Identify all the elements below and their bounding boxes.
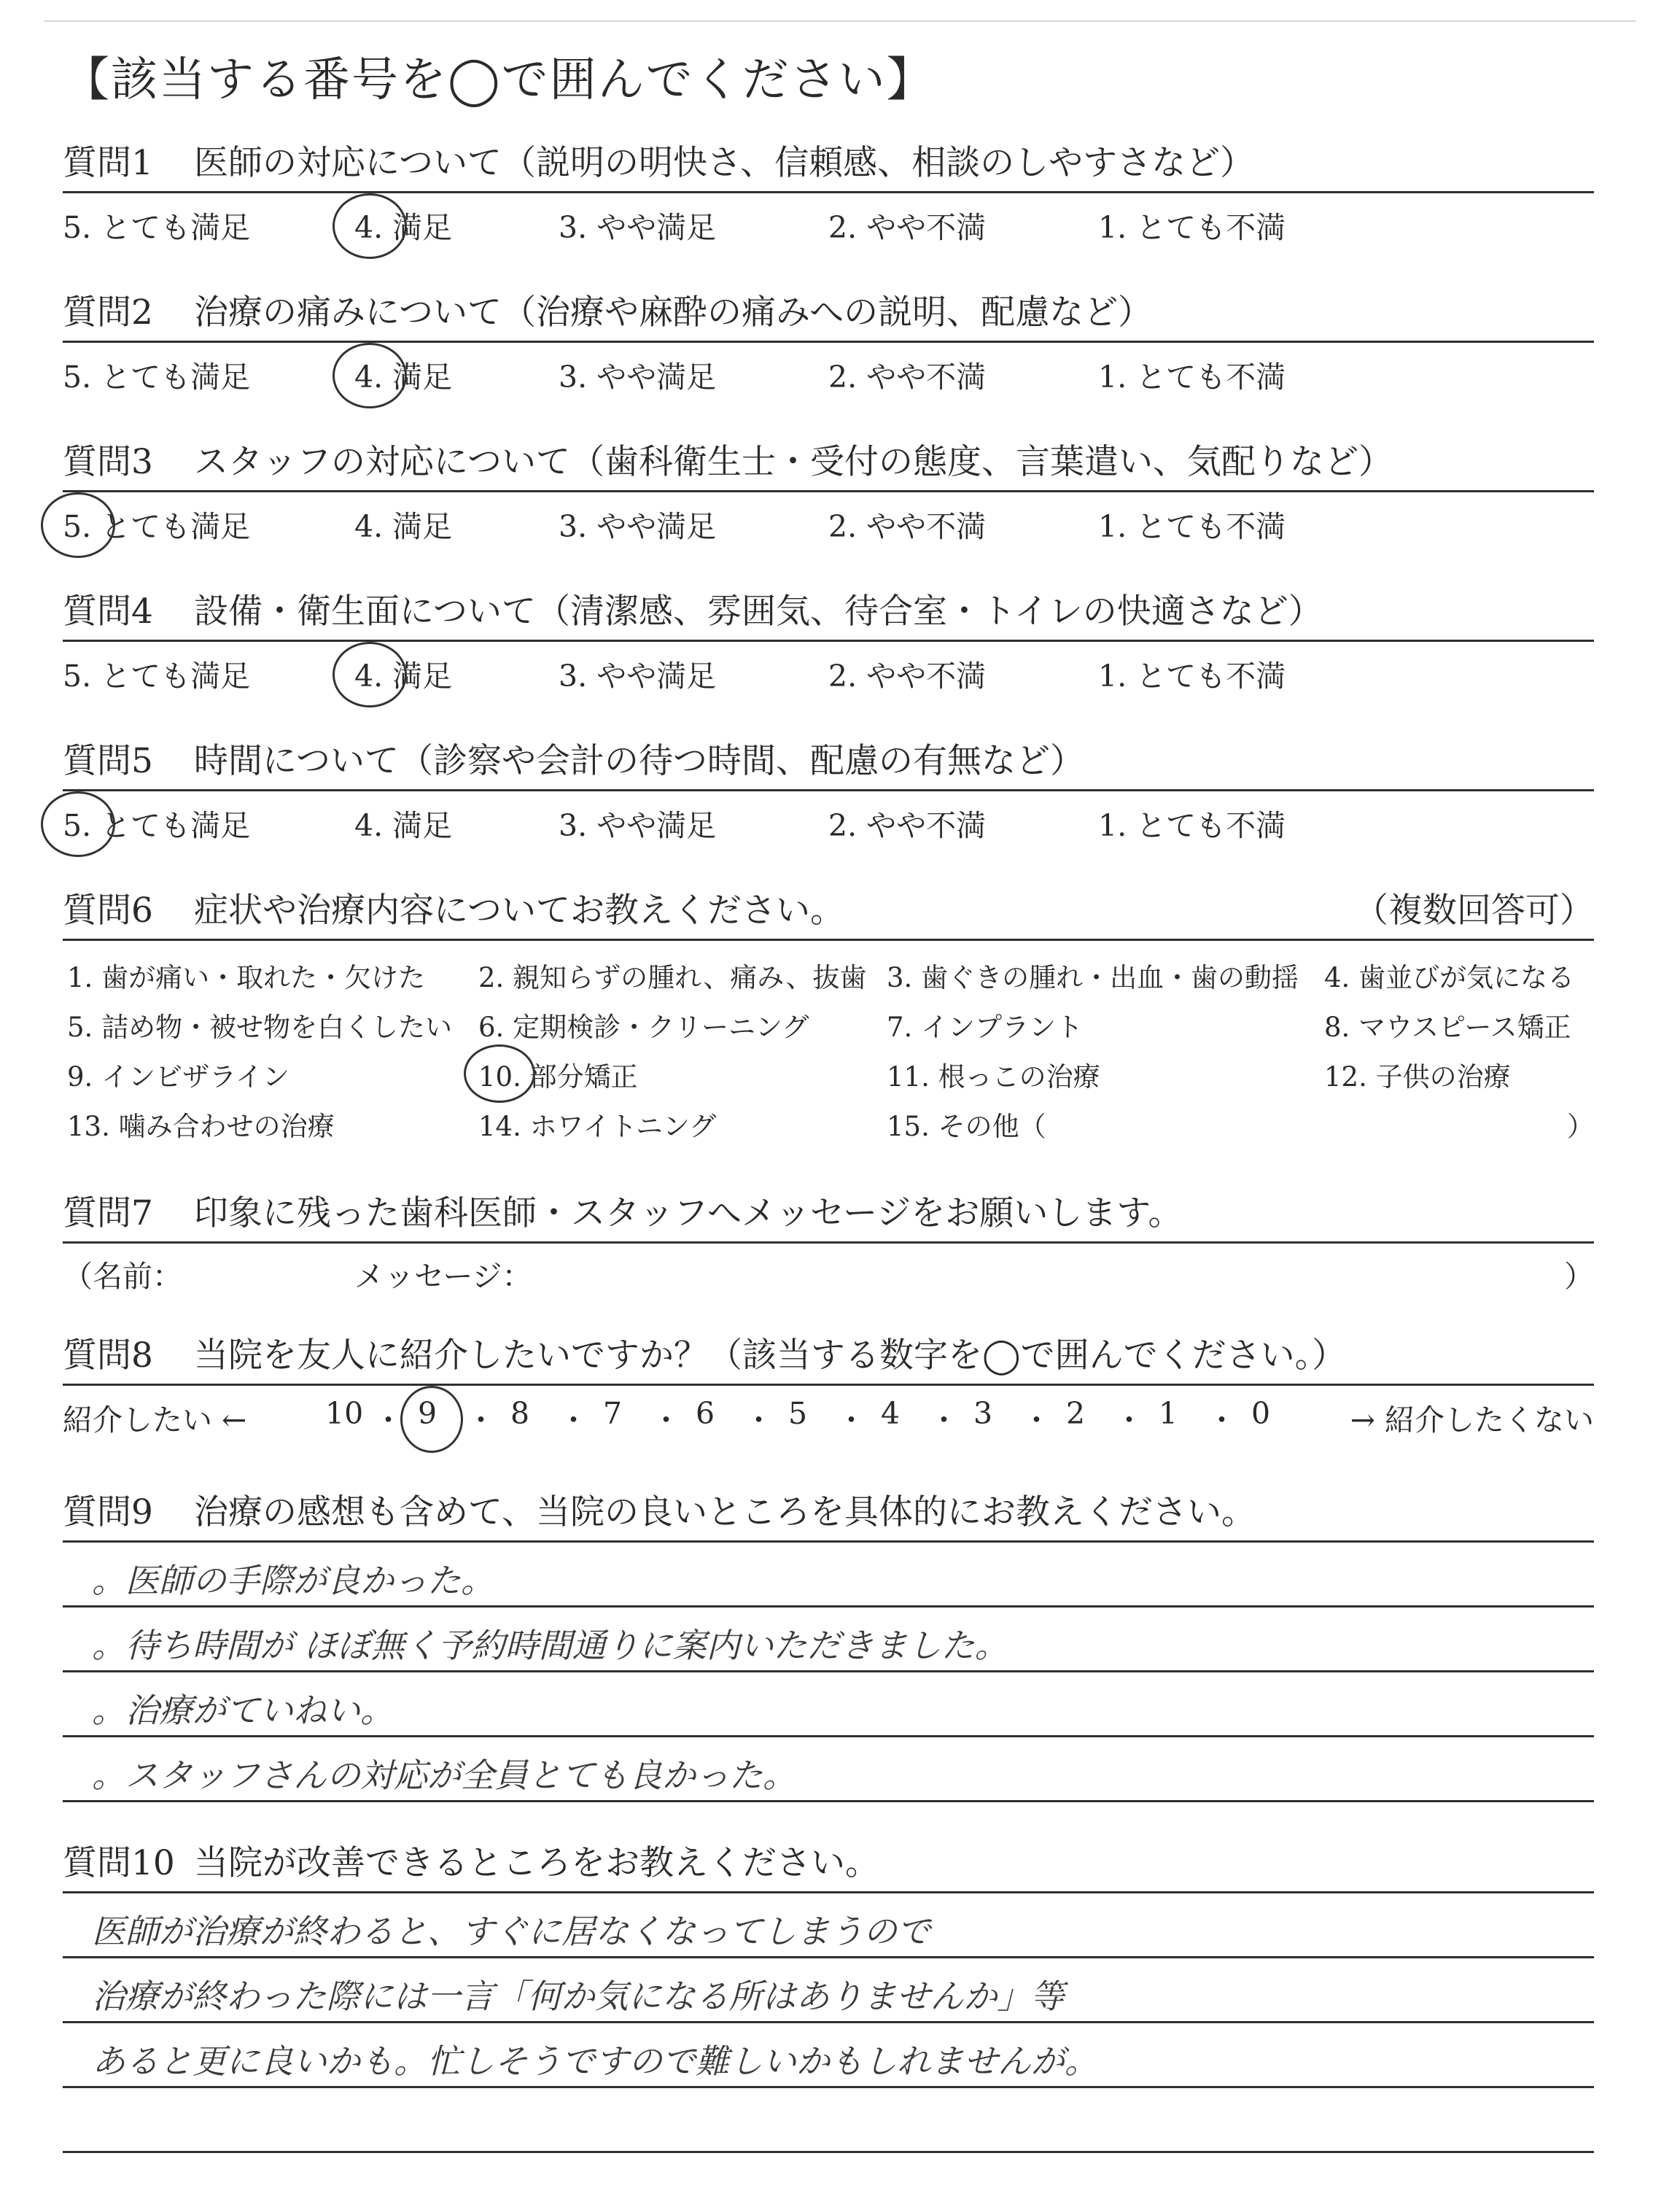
answer-line	[63, 1893, 1594, 1958]
question-4	[63, 589, 1594, 700]
question-9-title	[63, 1489, 1594, 1536]
answer-line	[63, 1543, 1594, 1608]
question-text: スタッフの対応について（歯科衛生士・受付の態度、言葉遣い、気配りなど）	[194, 442, 1393, 482]
question-5	[63, 738, 1594, 850]
handwritten-text: 。治療がていねい。	[92, 1691, 394, 1730]
question-number: 質問6	[63, 891, 153, 931]
rating-option-2[interactable]: 2. やや不満	[828, 659, 987, 694]
scale-separator: ・	[744, 1403, 774, 1438]
message-label: メッセージ：	[354, 1259, 532, 1294]
scale-separator: ・	[373, 1403, 403, 1438]
question-number: 質問1	[63, 143, 153, 183]
treatment-option-5[interactable]: 5. 詰め物・被せ物を白くしたい	[67, 1012, 453, 1043]
question-text: 設備・衛生面について（清潔感、雰囲気、待合室・トイレの快適さなど）	[194, 592, 1323, 632]
scale-separator: ・	[1022, 1403, 1051, 1438]
scale-separator: ・	[559, 1403, 588, 1438]
question-number: 質問9	[63, 1492, 153, 1532]
rating-option-2[interactable]: 2. やや不満	[828, 360, 987, 395]
treatment-option-1[interactable]: 1. 歯が痛い・取れた・欠けた	[67, 962, 426, 993]
treatment-option-11[interactable]: 11. 根っこの治療	[887, 1061, 1100, 1093]
message-row	[63, 1244, 1594, 1295]
question-10-title	[63, 1840, 1594, 1887]
question-6-title	[63, 888, 1594, 934]
form-heading: 【該当する番号を◯で囲んでください】	[63, 53, 935, 107]
question-2	[63, 290, 1594, 401]
rating-option-3[interactable]: 3. やや満足	[559, 659, 717, 694]
multiple-answer-note: （複数回答可）	[1354, 891, 1594, 931]
rating-option-5[interactable]: 5. とても満足	[63, 210, 251, 245]
scale-value-9[interactable]: 9	[418, 1396, 438, 1431]
rating-option-1[interactable]: 1. とても不満	[1098, 210, 1286, 245]
treatment-option-12[interactable]: 12. 子供の治療	[1324, 1061, 1511, 1093]
scale-value-3[interactable]: 3	[973, 1396, 993, 1431]
name-label: （名前：	[63, 1259, 182, 1294]
rating-options	[63, 343, 1594, 401]
question-1	[63, 140, 1594, 252]
answer-line	[63, 2023, 1594, 2088]
scale-value-7[interactable]: 7	[603, 1396, 623, 1431]
handwritten-text: あると更に良いかも。忙しそうですので難しいかもしれませんが。	[92, 2041, 1098, 2081]
rating-options	[63, 791, 1594, 850]
scale-separator: ・	[651, 1403, 681, 1438]
treatment-option-4[interactable]: 4. 歯並びが気になる	[1324, 962, 1575, 993]
rating-option-5[interactable]: 5. とても満足	[63, 659, 251, 694]
survey-form	[63, 51, 1594, 2191]
rating-option-4[interactable]: 4. 満足	[354, 509, 453, 544]
question-10	[63, 1840, 1594, 2153]
rating-options	[63, 642, 1594, 700]
treatment-option-13[interactable]: 13. 噛み合わせの治療	[67, 1111, 335, 1142]
treatment-option-3[interactable]: 3. 歯ぐきの腫れ・出血・歯の動揺	[887, 962, 1299, 993]
scale-value-0[interactable]: 0	[1251, 1396, 1271, 1431]
close-paren: ）	[1564, 1259, 1594, 1294]
rating-questions	[63, 140, 1594, 850]
question-number: 質問8	[63, 1335, 153, 1376]
question-number: 質問2	[63, 292, 153, 333]
question-text: 治療の痛みについて（治療や麻酔の痛みへの説明、配慮など）	[194, 292, 1153, 333]
rating-option-4[interactable]: 4. 満足	[354, 210, 453, 245]
rating-option-3[interactable]: 3. やや満足	[559, 210, 717, 245]
question-number: 質問3	[63, 442, 153, 482]
question-text: 印象に残った歯科医師・スタッフへメッセージをお願いします。	[194, 1193, 1183, 1233]
scale-value-2[interactable]: 2	[1066, 1396, 1086, 1431]
scale-separator: ・	[836, 1403, 866, 1438]
question-text: 医師の対応について（説明の明快さ、信頼感、相談のしやすさなど）	[194, 143, 1255, 183]
improvement-answers	[63, 1893, 1594, 2153]
question-3-title	[63, 439, 1594, 486]
treatment-option-7[interactable]: 7. インプラント	[887, 1012, 1084, 1043]
answer-line	[63, 1737, 1594, 1802]
question-number: 質問4	[63, 592, 153, 632]
rating-option-1[interactable]: 1. とても不満	[1098, 808, 1286, 843]
question-text: 症状や治療内容についてお教えください。	[194, 891, 845, 931]
rating-options	[63, 492, 1594, 551]
handwritten-text: 医師が治療が終わると、すぐに居なくなってしまうので	[92, 1912, 930, 1951]
treatment-option-9[interactable]: 9. インビザライン	[67, 1061, 289, 1093]
recommend-scale	[63, 1386, 1594, 1451]
treatment-option-2[interactable]: 2. 親知らずの腫れ、痛み、抜歯	[478, 962, 867, 993]
answer-line	[63, 1958, 1594, 2023]
question-text: 治療の感想も含めて、当院の良いところを具体的にお教えください。	[194, 1492, 1256, 1532]
other-close-paren: ）	[1567, 1111, 1594, 1142]
scale-separator: ・	[929, 1403, 959, 1438]
rating-option-5[interactable]: 5. とても満足	[63, 360, 251, 395]
rating-option-4[interactable]: 4. 満足	[354, 360, 453, 395]
treatment-option-8[interactable]: 8. マウスピース矯正	[1324, 1012, 1571, 1043]
rating-option-3[interactable]: 3. やや満足	[559, 509, 717, 544]
rating-option-2[interactable]: 2. やや不満	[828, 808, 987, 843]
good-points-answers	[63, 1543, 1594, 1802]
question-1-title	[63, 140, 1594, 187]
recommend-left-label: 紹介したい ←	[63, 1403, 247, 1438]
question-5-title	[63, 738, 1594, 785]
question-text: 時間について（診察や会計の待つ時間、配慮の有無など）	[194, 741, 1085, 781]
question-text: 当院を友人に紹介したいですか？（該当する数字を◯で囲んでください。）	[194, 1335, 1347, 1376]
question-number: 質問7	[63, 1193, 153, 1233]
scale-value-6[interactable]: 6	[696, 1396, 715, 1431]
scale-value-4[interactable]: 4	[881, 1396, 901, 1431]
rating-option-2[interactable]: 2. やや不満	[828, 210, 987, 245]
question-7-title	[63, 1190, 1594, 1237]
handwritten-text: 。待ち時間が ほぼ無く予約時間通りに案内いただきました。	[92, 1626, 1008, 1665]
scale-value-10[interactable]: 10	[325, 1396, 364, 1431]
top-border	[44, 20, 1636, 22]
treatment-option-14[interactable]: 14. ホワイトニング	[478, 1111, 717, 1142]
rating-option-3[interactable]: 3. やや満足	[559, 360, 717, 395]
answer-line	[63, 1672, 1594, 1737]
treatment-option-15[interactable]: 15. その他（	[887, 1111, 1046, 1142]
rating-option-3[interactable]: 3. やや満足	[559, 808, 717, 843]
question-7	[63, 1190, 1594, 1295]
scale-value-8[interactable]: 8	[510, 1396, 530, 1431]
handwritten-text: 。医師の手際が良かった。	[92, 1561, 494, 1600]
question-4-title	[63, 589, 1594, 635]
rating-option-5[interactable]: 5. とても満足	[63, 808, 251, 843]
treatment-option-6[interactable]: 6. 定期検診・クリーニング	[478, 1012, 809, 1043]
treatment-option-10[interactable]: 10. 部分矯正	[478, 1061, 638, 1093]
rating-option-1[interactable]: 1. とても不満	[1098, 509, 1286, 544]
scale-value-5[interactable]: 5	[788, 1396, 808, 1431]
treatment-options	[63, 941, 1594, 1152]
rating-option-1[interactable]: 1. とても不満	[1098, 360, 1286, 395]
scale-value-1[interactable]: 1	[1159, 1396, 1178, 1431]
question-8-title	[63, 1333, 1594, 1379]
scale-separator: ・	[466, 1403, 496, 1438]
rating-option-4[interactable]: 4. 満足	[354, 659, 453, 694]
rating-option-1[interactable]: 1. とても不満	[1098, 659, 1286, 694]
rating-option-4[interactable]: 4. 満足	[354, 808, 453, 843]
question-text: 当院が改善できるところをお教えください。	[194, 1843, 879, 1883]
question-2-title	[63, 290, 1594, 336]
question-9	[63, 1489, 1594, 1802]
recommend-right-label: → 紹介したくない	[1350, 1403, 1594, 1438]
question-3	[63, 439, 1594, 551]
answer-line	[63, 1608, 1594, 1672]
rating-options	[63, 193, 1594, 252]
scale-separator: ・	[1207, 1403, 1237, 1438]
rating-option-2[interactable]: 2. やや不満	[828, 509, 987, 544]
handwritten-text: 。スタッフさんの対応が全員とても良かった。	[92, 1756, 796, 1795]
answer-line	[63, 2088, 1594, 2153]
question-number: 質問5	[63, 741, 153, 781]
rating-option-5[interactable]: 5. とても満足	[63, 509, 251, 544]
question-8	[63, 1333, 1594, 1451]
scale-separator: ・	[1114, 1403, 1144, 1438]
handwritten-text: 治療が終わった際には一言「何か気になる所はありませんか」等	[92, 1977, 1065, 2016]
question-6	[63, 888, 1594, 1152]
question-number: 質問10	[63, 1843, 175, 1883]
